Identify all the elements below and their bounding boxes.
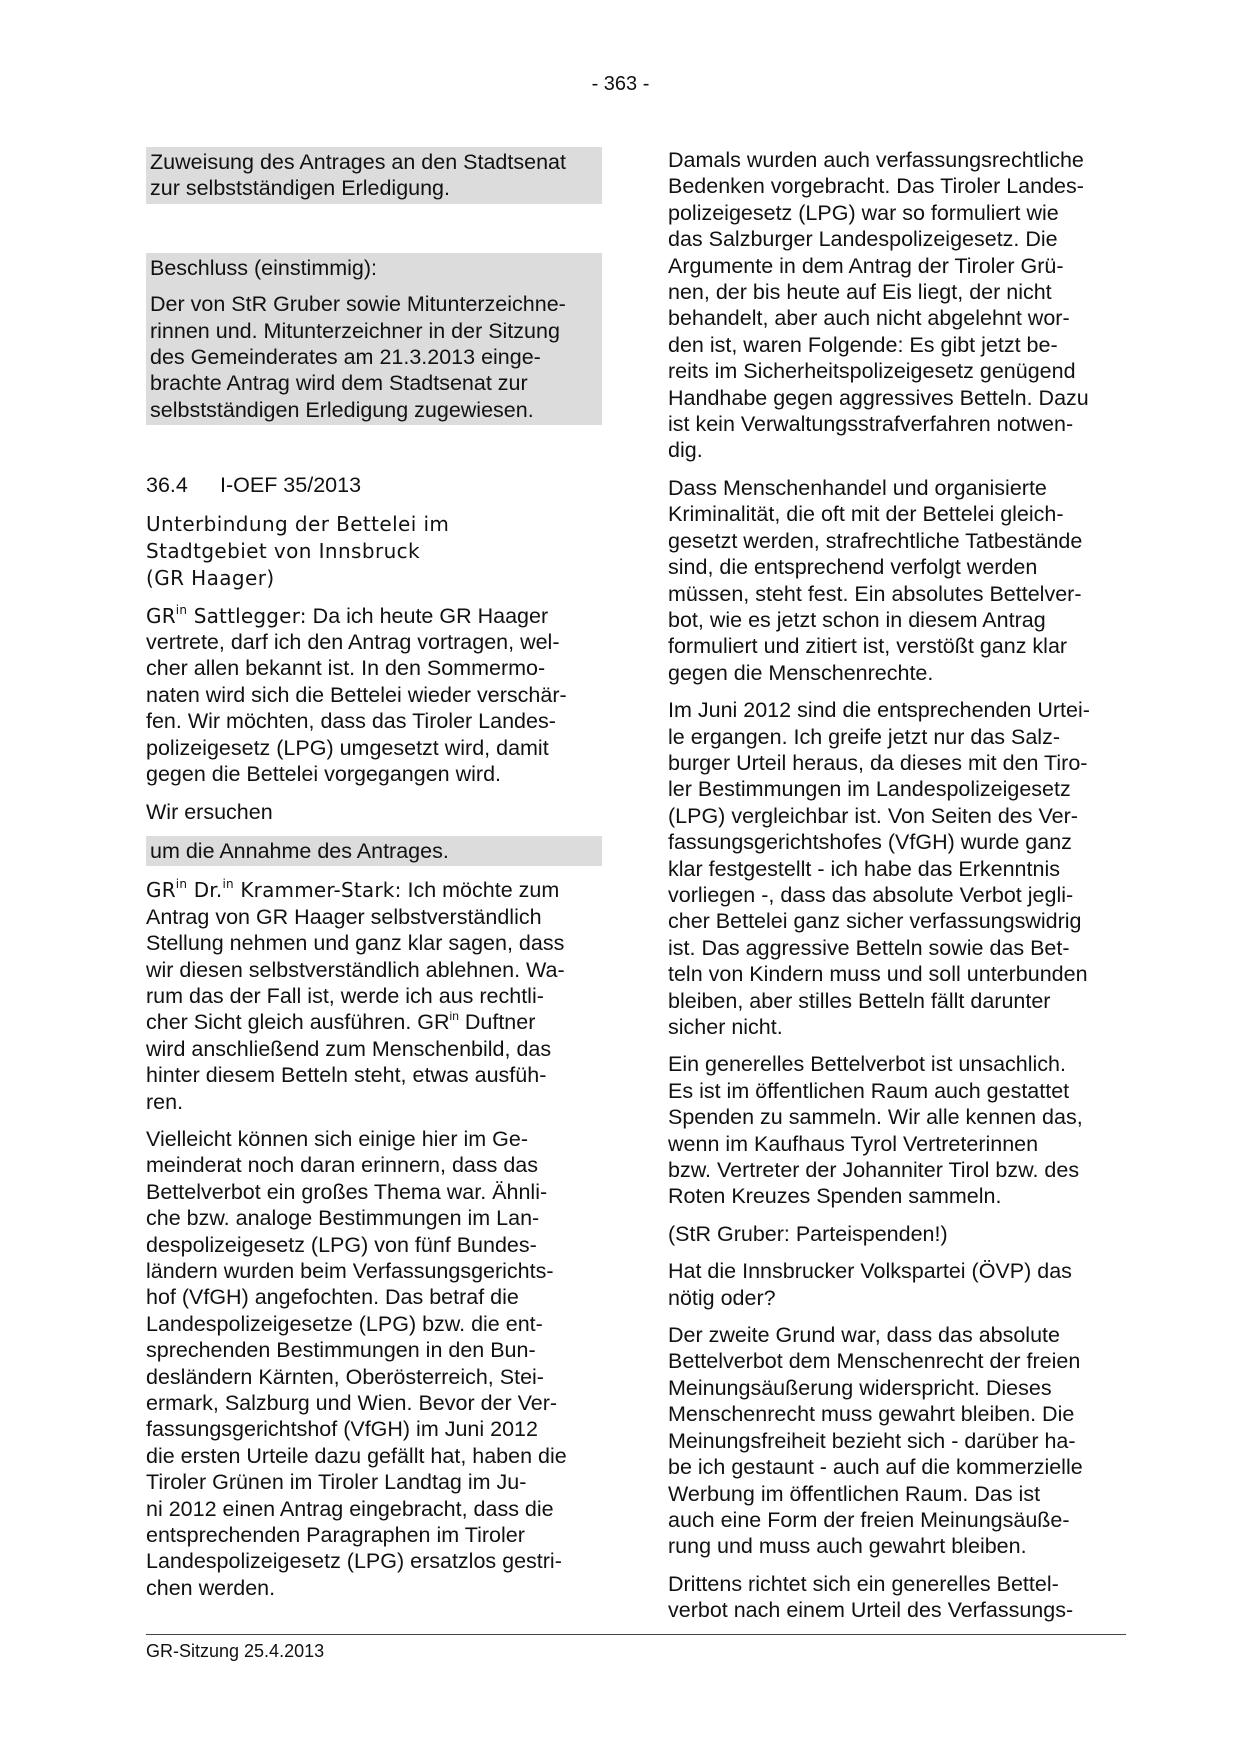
request-box: um die Annahme des Antrages. bbox=[146, 836, 602, 866]
page-number: - 363 - bbox=[591, 73, 650, 95]
paragraph: Damals wurden auch verfassungsrechtliche Bedenken vorgebracht. Das Tiroler Landes- polizeigesetz (LPG) war so formuliert wie das Salzburger Landespolizeigesetz. Die Argumente in dem Antrag der Tiroler Grü- nen, der bis heute auf Eis liegt, der nicht behandelt, aber auch nicht abgelehnt wor- den ist, waren Folgende: Es gibt jetzt be- reits im Sicherheitspolizeigesetz genügend Handhabe gegen aggressives Betteln. Dazu ist kein Verwaltungsstrafverfahren notwen- dig. bbox=[668, 148, 1089, 463]
agenda-item-header bbox=[146, 472, 602, 498]
speech-sattlegger bbox=[146, 603, 602, 788]
paragraph: Im Juni 2012 sind die entsprechenden Urtei- le ergangen. Ich greife jetzt nur das Salz- burger Urteil heraus, da dieses mit den Tiro- ler Bestimmungen im Landespolizeigesetz (LPG) vergleichbar ist. Von Seiten des Ver- fassungsgerichtshofes (VfGH) wurde ganz klar festgestellt - ich habe das Erkenntnis vorliegen -, dass das absolute Verbot jegli- cher Bettelei ganz sicher verfassungswidrig ist. Das aggressive Betteln sowie das Bet- teln von Kindern muss und soll unterbunden bleiben, aber stilles Betteln fällt darunter sicher nicht. bbox=[668, 698, 1090, 1039]
item-number: 36.4 bbox=[146, 473, 188, 498]
footer-text: GR-Sitzung 25.4.2013 bbox=[146, 1641, 325, 1661]
speech-krammer: $GR^{in}$ Dr.$^{in}$ Krammer-Stark: Ich möchte zum Antrag von GR Haager selbstverständlich Stellung nehmen und ganz klar sagen, dass wir diesen selbstverständlich ablehnen. Wa- rum das der Fall ist, werde ich aus rechtli- cher Sicht gleich ausführen. $GR^{in}$ Duftner wird anschließend zum Menschenbild, das hinter diesem Betteln steht, etwas ausfüh- ren. bbox=[146, 877, 565, 1114]
paragraph: Drittens richtet sich ein generelles Bettel- verbot nach einem Urteil des Verfassungs- bbox=[668, 1571, 1074, 1623]
interjection: (StR Gruber: Parteispenden!) bbox=[668, 1221, 948, 1246]
resolution-heading: Beschluss (einstimmig): bbox=[146, 253, 602, 289]
speaker-sattlegger: $GR^{in}$ Sattlegger: bbox=[146, 602, 307, 628]
assignment-box: Zuweisung des Antrages an den Stadtsenat zur selbstständigen Erledigung. bbox=[146, 147, 602, 204]
right-column bbox=[668, 147, 1126, 1635]
resolution-text: Der von StR Gruber sowie Mitunterzeichne- rinnen und. Mitunterzeichner in der Sitzung des Gemeinderates am 21.3.2013 einge- brachte Antrag wird dem Stadtsenat zur selbstständigen Erledigung zugewiesen. bbox=[146, 289, 602, 425]
speaker-krammer: $GR^{in}$ Dr.$^{in}$ Krammer-Stark: bbox=[146, 877, 402, 903]
paragraph-vielleicht: Vielleicht können sich einige hier im Ge- meinderat noch daran erinnern, dass das Bettelverbot ein großes Thema war. Ähnli- che bzw. analoge Bestimmungen im Lan- despolizeigesetz (LPG) von fünf Bundes- ländern wurden beim Verfassungsgerichts- hof (VfGH) angefochten. Das betraf die Landespolizeigesetze (LPG) bzw. die ent- sprechenden Bestimmungen in den Bun- desländern Kärnten, Oberösterreich, Stei- ermark, Salzburg und Wien. Bevor der Ver- fassungsgerichtshof (VfGH) im Juni 2012 die ersten Urteile dazu gefällt hat, haben die Tiroler Grünen im Tiroler Landtag im Ju- ni 2012 einen Antrag eingebracht, dass die entsprechenden Paragraphen im Tiroler Landespolizeigesetz (LPG) ersatzlos gestri- chen werden. bbox=[146, 1126, 567, 1600]
item-title: Unterbindung der Bettelei im Stadtgebiet von Innsbruck (GR Haager) bbox=[146, 511, 450, 590]
footer-divider bbox=[146, 1634, 1126, 1635]
request-intro: Wir ersuchen bbox=[146, 799, 273, 824]
speech-text: Da ich heute GR Haager vertrete, darf ich den Antrag vortragen, wel- cher allen bekannt ist. In den Sommermo- naten wird sich die Bettelei wieder verschär- fen. Wir möchten, dass das Tiroler Landes- polizeigesetz (LPG) umgesetzt wird, damit gegen die Bettelei vorgegangen wird. bbox=[146, 603, 567, 787]
left-column bbox=[146, 147, 602, 1612]
paragraph: Hat die Innsbrucker Volkspartei (ÖVP) das nötig oder? bbox=[668, 1259, 1072, 1310]
paragraph: Der zweite Grund war, dass das absolute Bettelverbot dem Menschenrecht der freien Meinungsäußerung widerspricht. Dieses Menschenrecht muss gewahrt bleiben. Die Meinungsfreiheit bezieht sich - darüber ha- be ich gestaunt - auch auf die kommerzielle Werbung im öffentlichen Raum. Das ist auch eine Form der freien Meinungsäuße- rung und muss auch gewahrt bleiben. bbox=[668, 1323, 1083, 1559]
paragraph: Ein generelles Bettelverbot ist unsachlich. Es ist im öffentlichen Raum auch gestattet Spenden zu sammeln. Wir alle kennen das, wenn im Kaufhaus Tyrol Vertreterinnen bzw. Vertreter der Johanniter Tirol bzw. des Roten Kreuzes Spenden sammeln. bbox=[668, 1052, 1083, 1209]
item-code: I-OEF 35/2013 bbox=[220, 473, 362, 498]
paragraph: Dass Menschenhandel und organisierte Kriminalität, die oft mit der Bettelei gleich- gesetzt werden, strafrechtliche Tatbestände sind, die entsprechend verfolgt werden müssen, steht fest. Ein absolutes Bettelver- bot, wie es jetzt schon in diesem Antrag formuliert und zitiert ist, verstößt ganz klar gegen die Menschenrechte. bbox=[668, 475, 1083, 685]
